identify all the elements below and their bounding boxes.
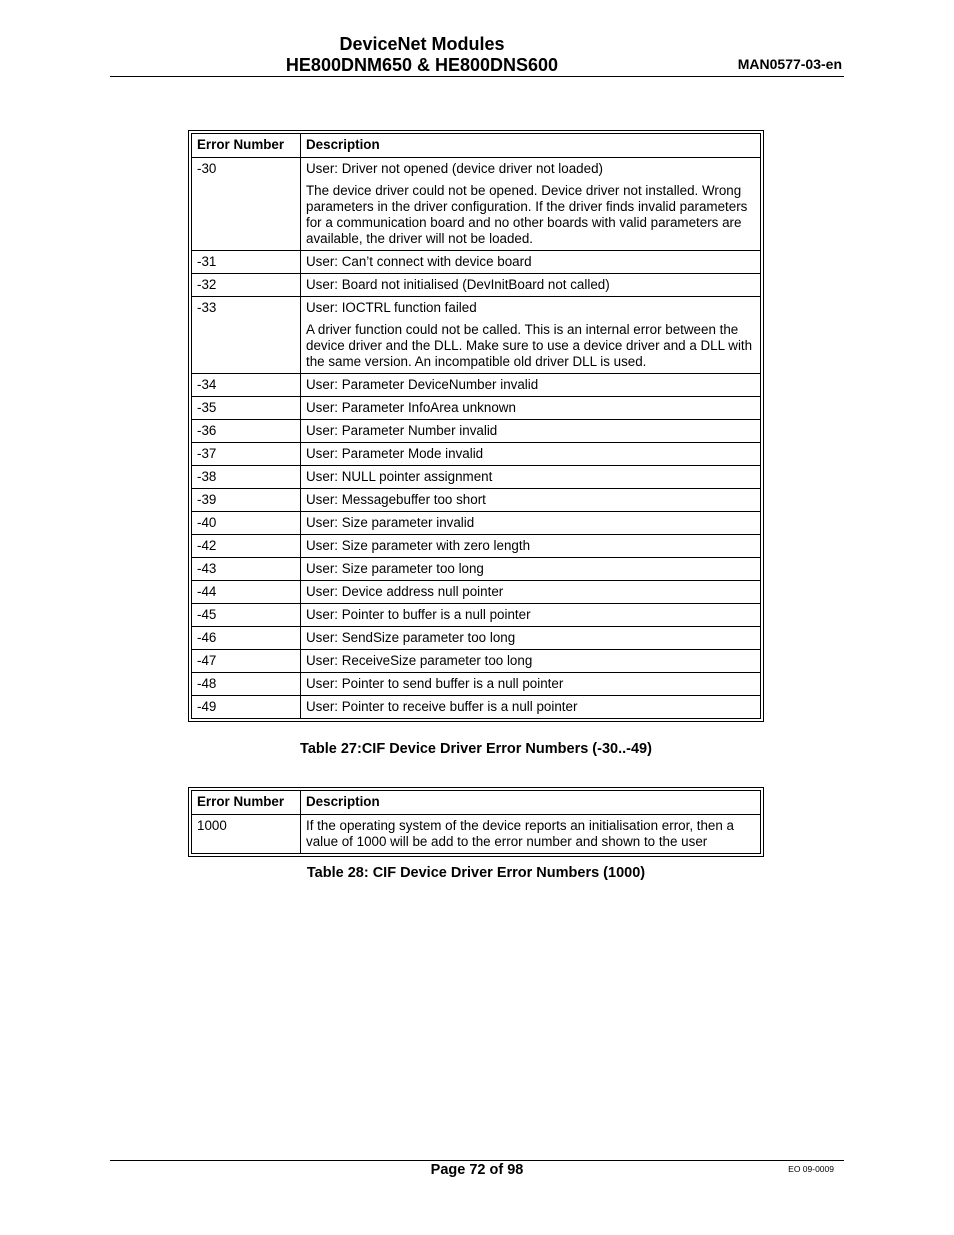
description-text: User: Parameter Mode invalid (306, 446, 484, 461)
table-row (192, 489, 761, 512)
description-cell (301, 466, 761, 489)
table-27-body (192, 158, 761, 719)
description-cell (301, 604, 761, 627)
description-text: If the operating system of the device reports an initialisation error, then a value of 1000 will be add to the error number and shown to the user (306, 818, 734, 849)
error-number-cell: -37 (192, 443, 301, 466)
description-cell (301, 274, 761, 297)
table-27-caption: Table 27:CIF Device Driver Error Numbers (-30..-49) (300, 741, 652, 757)
description-cell (301, 443, 761, 466)
description-cell (301, 374, 761, 397)
eo-code: EO 09-0009 (788, 1164, 834, 1174)
description-text: User: SendSize parameter too long (306, 630, 516, 645)
description-detail: The device driver could not be opened. Device driver not installed. Wrong parameters in the driver configuration. If the driver finds invalid parameters for a communication board and no other boards with valid parameters are available, the driver will not be loaded. (306, 183, 748, 246)
error-number-cell: -40 (192, 512, 301, 535)
description-text: User: Pointer to receive buffer is a null pointer (306, 699, 578, 714)
description-cell (301, 297, 761, 374)
error-number-cell: -36 (192, 420, 301, 443)
error-number-cell: 1000 (192, 815, 301, 854)
error-number-cell: -33 (192, 297, 301, 374)
col-header-error-number: Error Number (192, 791, 301, 815)
error-table-28 (188, 787, 764, 857)
error-number-cell: -34 (192, 374, 301, 397)
table-row (192, 604, 761, 627)
error-number-cell: -35 (192, 397, 301, 420)
description-text: User: ReceiveSize parameter too long (306, 653, 533, 668)
table-row (192, 397, 761, 420)
description-text: User: Parameter Number invalid (306, 423, 498, 438)
error-table-27 (188, 130, 764, 722)
error-number-cell: -32 (192, 274, 301, 297)
table-row (192, 251, 761, 274)
document-code: MAN0577-03-en (737, 56, 842, 72)
table-row (192, 673, 761, 696)
error-number-cell: -49 (192, 696, 301, 719)
table-28-caption: Table 28: CIF Device Driver Error Numbers (1000) (306, 865, 646, 881)
page-header (110, 34, 844, 77)
description-text: User: Size parameter with zero length (306, 538, 531, 553)
table-row (192, 696, 761, 719)
table-row (192, 650, 761, 673)
table-row (192, 443, 761, 466)
table-row (192, 627, 761, 650)
error-number-cell: -42 (192, 535, 301, 558)
description-cell (301, 158, 761, 251)
error-number-cell: -30 (192, 158, 301, 251)
description-cell (301, 420, 761, 443)
error-number-cell: -39 (192, 489, 301, 512)
page-footer (110, 1160, 844, 1191)
error-number-cell: -47 (192, 650, 301, 673)
description-text: User: Parameter DeviceNumber invalid (306, 377, 539, 392)
description-cell (301, 535, 761, 558)
page-number: Page 72 of 98 (430, 1162, 524, 1178)
col-header-description: Description (301, 134, 761, 158)
description-text: User: Size parameter invalid (306, 515, 475, 530)
table-row (192, 274, 761, 297)
description-text: User: Device address null pointer (306, 584, 504, 599)
description-cell (301, 489, 761, 512)
description-text: User: Messagebuffer too short (306, 492, 486, 507)
description-text: User: Can’t connect with device board (306, 254, 532, 269)
error-number-cell: -46 (192, 627, 301, 650)
error-number-cell: -43 (192, 558, 301, 581)
table-row (192, 535, 761, 558)
table-row (192, 158, 761, 251)
description-cell (301, 251, 761, 274)
table-row (192, 297, 761, 374)
col-header-description: Description (301, 791, 761, 815)
description-cell (301, 558, 761, 581)
error-number-cell: -44 (192, 581, 301, 604)
table-header-row (192, 791, 761, 815)
description-text: User: Pointer to send buffer is a null pointer (306, 676, 564, 691)
description-cell (301, 815, 761, 854)
title-line-1: DeviceNet Modules (339, 34, 505, 54)
description-text: User: Pointer to buffer is a null pointer (306, 607, 531, 622)
table-row (192, 374, 761, 397)
description-cell (301, 512, 761, 535)
error-number-cell: -48 (192, 673, 301, 696)
error-number-cell: -38 (192, 466, 301, 489)
description-text: User: Parameter InfoArea unknown (306, 400, 516, 415)
col-header-error-number: Error Number (192, 134, 301, 158)
title-line-2: HE800DNM650 & HE800DNS600 (285, 55, 559, 75)
error-number-cell: -31 (192, 251, 301, 274)
description-detail: A driver function could not be called. This is an internal error between the device driver and the DLL. Make sure to use a device driver and a DLL with the same version. An incompatible old driver DLL is used. (306, 322, 753, 369)
table-row (192, 420, 761, 443)
table-28-body (192, 815, 761, 854)
description-text: User: IOCTRL function failed (306, 300, 477, 315)
description-cell (301, 397, 761, 420)
table-row (192, 581, 761, 604)
description-cell (301, 673, 761, 696)
table-row (192, 815, 761, 854)
table-header-row (192, 134, 761, 158)
table-row (192, 466, 761, 489)
table-row (192, 512, 761, 535)
document-title (110, 34, 734, 76)
description-cell (301, 650, 761, 673)
description-cell (301, 627, 761, 650)
description-text: User: Driver not opened (device driver not loaded) (306, 161, 603, 176)
error-number-cell: -45 (192, 604, 301, 627)
description-text: User: NULL pointer assignment (306, 469, 493, 484)
table-row (192, 558, 761, 581)
description-cell (301, 581, 761, 604)
description-text: User: Size parameter too long (306, 561, 484, 576)
description-text: User: Board not initialised (DevInitBoard not called) (306, 277, 610, 292)
description-cell (301, 696, 761, 719)
